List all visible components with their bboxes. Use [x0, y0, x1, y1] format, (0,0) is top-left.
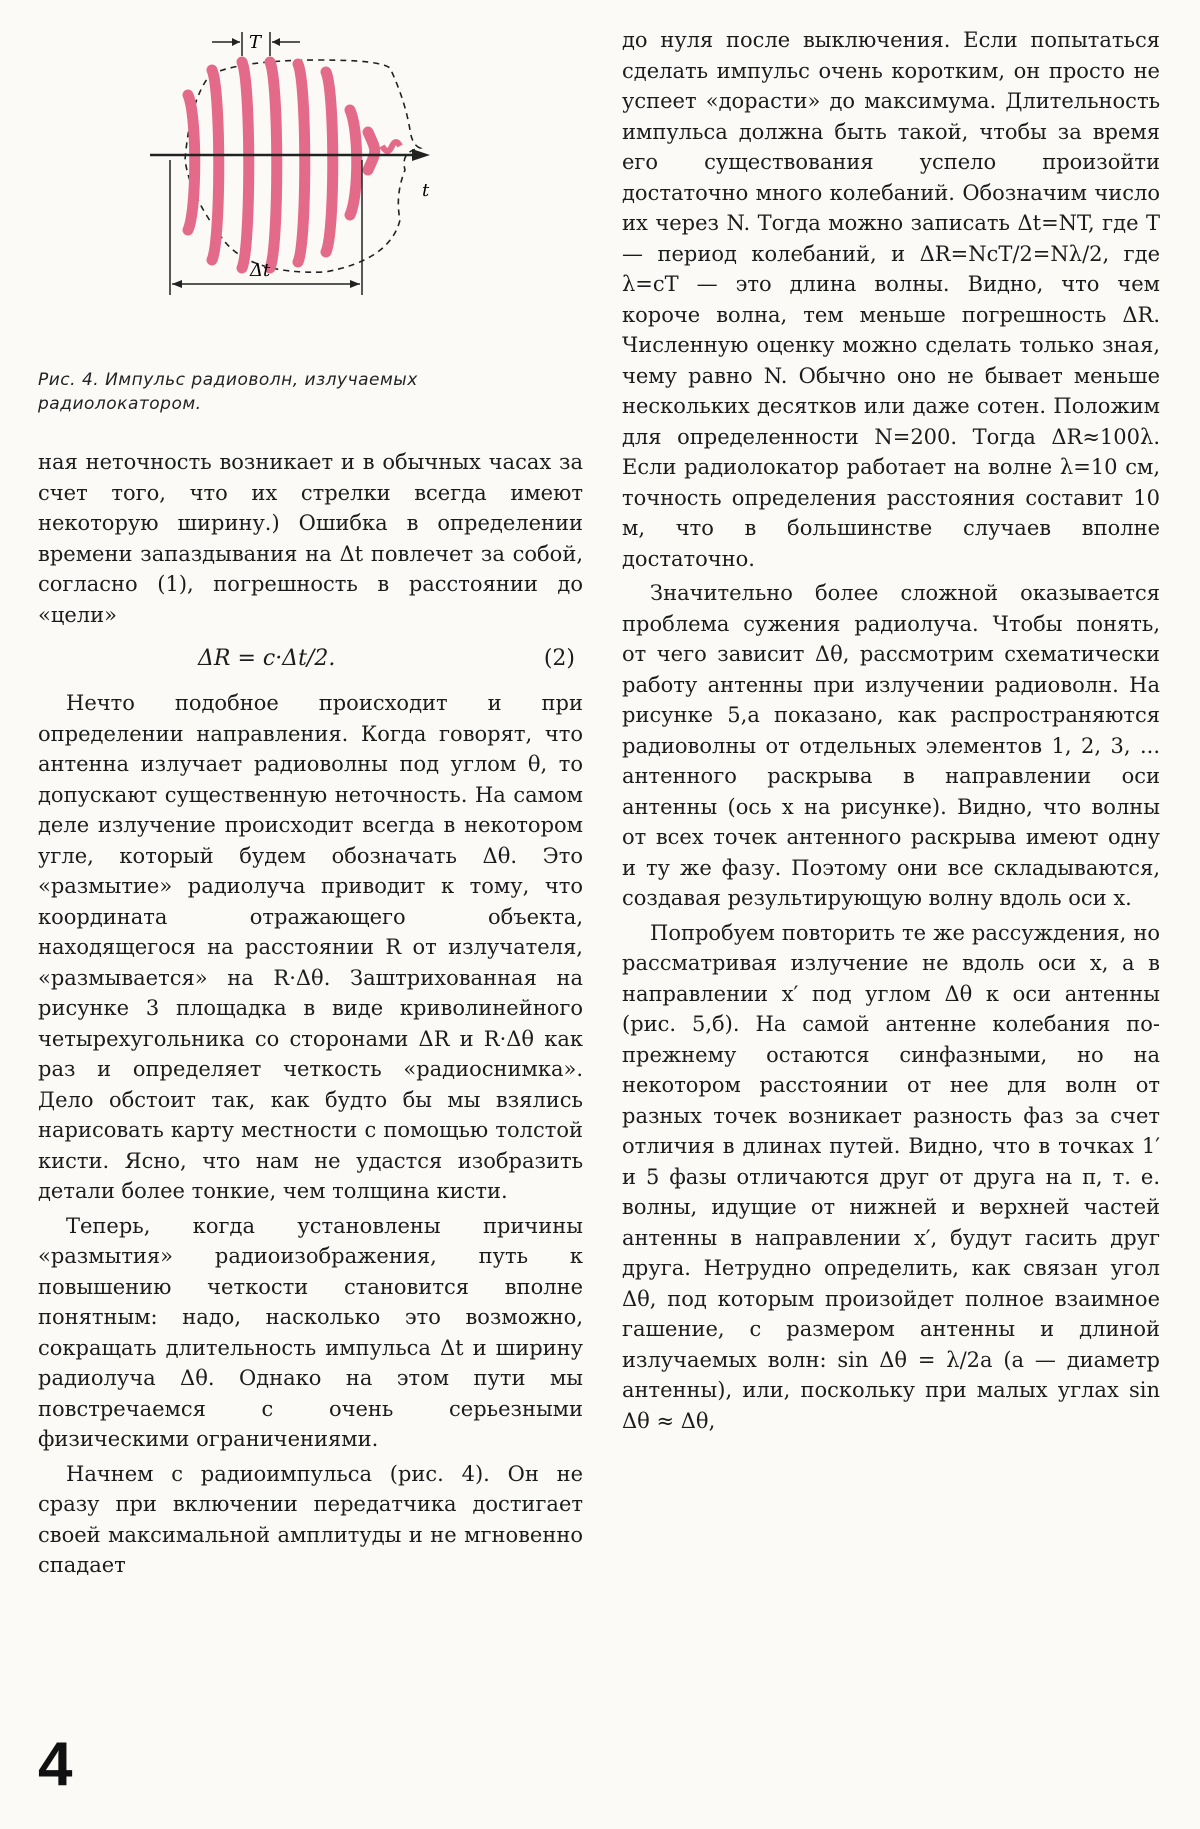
pulse-lobe: [188, 95, 195, 230]
pulse-lobe: [212, 70, 219, 260]
figure-caption: Рис. 4. Импульс радиоволн, излучаемых радиолокатором.: [38, 370, 418, 414]
period-arrowhead-right: [272, 38, 280, 46]
left-paragraph-3: Теперь, когда установлены причины «размытия» радиоизображения, путь к повышению четкости становится вполне понятным: надо, насколько это возможно, сокращать длительность импульса Δt и ширину радиолуча Δθ. Однако на этом пути мы повстречаемся с очень серьезными физическими ограничениями.: [38, 1213, 583, 1451]
right-paragraph-3: Попробуем повторить те же рассуждения, но рассматривая излучение не вдоль оси x, а в направлении x′ под углом Δθ к оси антенны (рис. 5,б). На самой антенне колебания по-прежнему остаются синфазными, но на некотором расстоянии от нее для волн от разных точек возникает разность фаз за счет отличия в длинах путей. Видно, что в точках 1′ и 5 фазы отличаются друг от друга на π, т. е. волны, идущие от нижней и верхней частей антенны в направлении x′, будут гасить друг друга. Нетрудно определить, как связан угол Δθ, под которым произойдет полное взаимное гашение, с размером антенны и длиной излучаемых волн: sin Δθ = λ/2a (a — диаметр антенны), или, поскольку при малых углах sin Δθ ≈ Δθ,: [622, 920, 1160, 1433]
right-column: [622, 25, 1160, 1436]
pulse-lobe: [368, 132, 375, 170]
right-paragraph-1: до нуля после выключения. Если попытаться сделать импульс очень коротким, он просто не успеет «дорасти» до максимума. Длительность импульса должна быть такой, чтобы за время его существования успело произойти достаточно много колебаний. Обозначим число их через N. Тогда можно записать Δt=NT, где T — период колебаний, и ΔR=NcT/2=Nλ/2, где λ=cT — это длина волны. Видно, что чем короче волна, тем меньше погрешность ΔR. Численную оценку можно сделать только зная, чему равно N. Обычно оно не бывает меньше нескольких десятков или даже сотен. Положим для определенности N=200. Тогда ΔR≈100λ. Если радиолокатор работает на волне λ=10 см, точность определения расстояния составит 10 м, что в большинстве случаев вполне достаточно.: [622, 28, 1160, 571]
formula-number: (2): [543, 646, 575, 671]
radio-pulse-figure: [150, 20, 530, 350]
duration-label: Δt: [250, 260, 271, 281]
left-paragraph-4: Начнем с радиоимпульса (рис. 4). Он не сразу при включении передатчика достигает своей максимальной амплитуды и не мгновенно спадает: [38, 1461, 583, 1577]
formula-expression: ΔR = c·Δt/2.: [198, 646, 336, 671]
time-axis-label: t: [422, 180, 430, 201]
pulse-lobe: [242, 62, 249, 268]
formula-2: [38, 644, 583, 676]
pulse-lobe: [326, 72, 333, 252]
left-paragraph-1: ная неточность возникает и в обычных часах за счет того, что их стрелки всегда имеют некоторую ширину.) Ошибка в определении времени запаздывания на Δt повлечет за собой, согласно (1), погрешность в расстоянии до «цели»: [38, 450, 583, 627]
pulse-tail: [382, 142, 400, 151]
duration-arrowhead-left: [172, 280, 182, 288]
pulse-lobe: [350, 110, 357, 215]
pulse-lobe: [270, 62, 277, 268]
period-arrowhead-left: [232, 38, 240, 46]
left-column: [38, 447, 583, 1581]
page-number: 4: [38, 1730, 73, 1799]
left-paragraph-2: Нечто подобное происходит и при определении направления. Когда говорят, что антенна излучает радиоволны под углом θ, то допускают существенную неточность. На самом деле излучение происходит всегда в некотором угле, который будем обозначать Δθ. Это «размытие» радиолуча приводит к тому, что координата отражающего объекта, находящегося на расстоянии R от излучателя, «размывается» на R·Δθ. Заштрихованная на рисунке 3 площадка в виде криволинейного четырехугольника со сторонами ΔR и R·Δθ как раз и определяет четкость «радиоснимка». Дело обстоит так, как будто бы мы взялись нарисовать карту местности с помощью толстой кисти. Ясно, что нам не удастся изобразить детали более тонкие, чем толщина кисти.: [38, 691, 583, 1203]
pulse-oscillations: [188, 62, 400, 268]
period-label: T: [249, 32, 262, 53]
time-axis-arrow: [412, 149, 430, 161]
right-paragraph-2: Значительно более сложной оказывается проблема сужения радиолуча. Чтобы понять, от чего зависит Δθ, рассмотрим схематически работу антенны при излучении радиоволн. На рисунке 5,а показано, как распространяются радиоволны от отдельных элементов 1, 2, 3, ... антенного раскрыва в направлении оси антенны (ось x на рисунке). Видно, что волны от всех точек антенного раскрыва имеют одну и ту же фазу. Поэтому они все складываются, создавая результирующую волну вдоль оси x.: [622, 581, 1160, 910]
duration-arrowhead-right: [350, 280, 360, 288]
pulse-lobe: [298, 64, 305, 262]
